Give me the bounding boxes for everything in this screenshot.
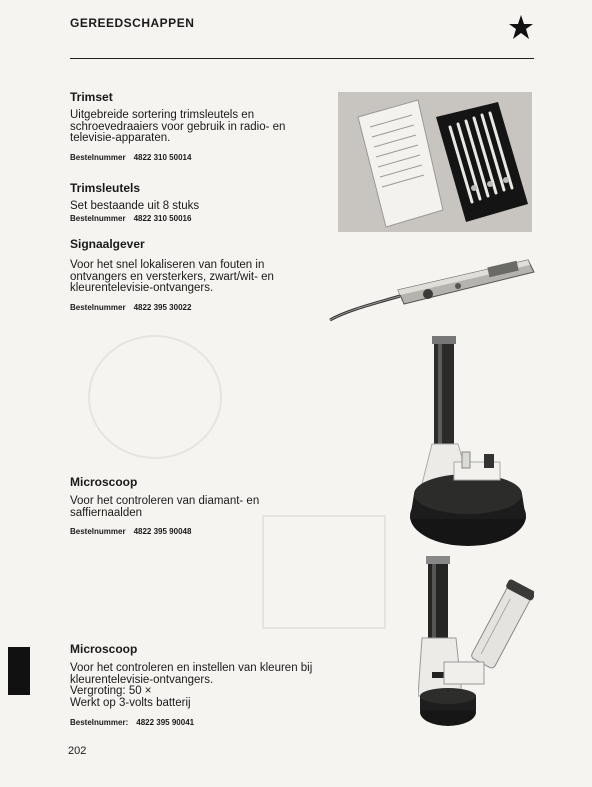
star-icon bbox=[508, 14, 534, 40]
section-desc-microscoop-kleuren bbox=[70, 663, 320, 709]
order-number-trimset bbox=[70, 153, 199, 162]
order-number-signaalgever bbox=[70, 303, 199, 312]
trimset-photo bbox=[338, 92, 532, 232]
desc-line: Vergroting: 50 × bbox=[70, 685, 152, 697]
order-label: Bestelnummer bbox=[70, 214, 126, 223]
bleed-through-circle bbox=[88, 335, 222, 459]
order-value: 4822 395 90041 bbox=[136, 718, 195, 727]
order-label: Bestelnummer bbox=[70, 303, 126, 312]
bleed-through-rect bbox=[262, 515, 386, 629]
order-number-microscoop-naalden bbox=[70, 527, 199, 536]
microscoop-naalden-photo bbox=[404, 334, 532, 546]
section-title-trimsleutels: Trimsleutels bbox=[70, 181, 141, 195]
section-title-trimset: Trimset bbox=[70, 90, 113, 104]
order-number-microscoop-kleuren bbox=[70, 718, 202, 727]
order-value: 4822 395 90048 bbox=[133, 527, 192, 536]
desc-line: Werkt op 3-volts batterij bbox=[70, 696, 191, 709]
desc-line: Voor het controleren en instellen van kleuren bij kleurentelevisie-ontvangers. bbox=[70, 662, 313, 686]
section-desc-trimsleutels: Set bestaande uit 8 stuks bbox=[70, 200, 200, 212]
section-desc-microscoop-naalden: Voor het controleren van diamant- en saffiernaalden bbox=[70, 495, 260, 519]
signaalgever-photo bbox=[328, 254, 536, 326]
section-desc-signaalgever: Voor het snel lokaliseren van fouten in ontvangers en versterkers, zwart/wit- en kleurentelevisie-ontvangers. bbox=[70, 259, 274, 294]
order-label: Bestelnummer bbox=[70, 527, 126, 536]
section-title-microscoop-naalden: Microscoop bbox=[70, 475, 138, 489]
section-desc-trimset: Uitgebreide sortering trimsleutels en schroevedraaiers voor gebruik in radio- en televisie-apparaten. bbox=[70, 109, 286, 144]
order-value: 4822 310 50016 bbox=[133, 214, 192, 223]
order-label: Bestelnummer: bbox=[70, 718, 129, 727]
order-value: 4822 310 50014 bbox=[133, 153, 192, 162]
section-title-microscoop-kleuren: Microscoop bbox=[70, 642, 138, 656]
microscoop-kleuren-photo bbox=[418, 556, 534, 728]
order-label: Bestelnummer bbox=[70, 153, 126, 162]
order-value: 4822 395 30022 bbox=[133, 303, 192, 312]
section-tab-marker bbox=[8, 647, 30, 695]
section-title-signaalgever: Signaalgever bbox=[70, 237, 145, 251]
order-number-trimsleutels bbox=[70, 214, 199, 223]
header-divider bbox=[70, 58, 534, 59]
page-number: 202 bbox=[68, 745, 87, 757]
page-header-title: GEREEDSCHAPPEN bbox=[70, 16, 195, 30]
